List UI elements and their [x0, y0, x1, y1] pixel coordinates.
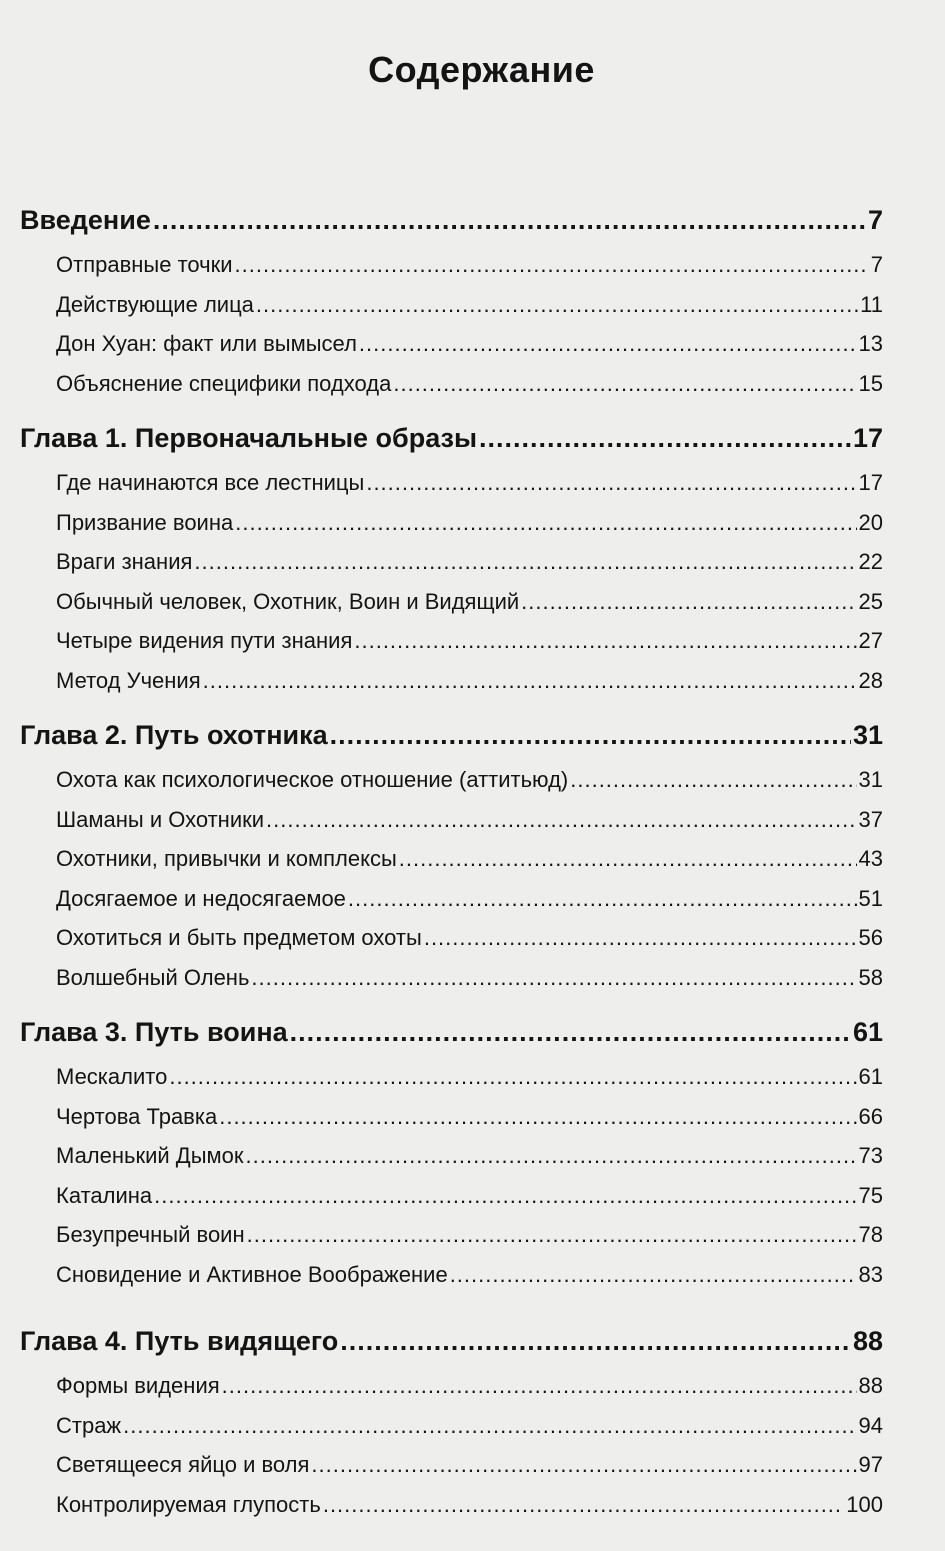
- dot-leader: [194, 542, 856, 582]
- toc-section: [20, 879, 883, 919]
- toc-entry-label: Контролируемая глупость: [56, 1491, 321, 1517]
- toc-entry-label: Четыре видения пути знания: [56, 628, 353, 653]
- toc-entry-label: Обычный человек, Охотник, Воин и Видящий: [56, 588, 520, 614]
- dot-leader: [323, 1485, 844, 1525]
- toc-entry-label: Волшебный Олень: [56, 964, 250, 990]
- toc-section: [20, 958, 883, 998]
- dot-leader: [153, 195, 866, 245]
- dot-leader: [348, 879, 857, 919]
- toc-entry-label: Отправные точки: [56, 252, 233, 277]
- toc-entry-label: Введение: [20, 205, 151, 235]
- toc-entry-label: Сновидение и Активное Воображение: [56, 1261, 448, 1287]
- toc-section: [20, 542, 883, 582]
- toc-page-number: 15: [858, 370, 883, 396]
- toc-page-number: 17: [852, 423, 883, 453]
- dot-leader: [251, 958, 856, 998]
- toc-page-number: 7: [867, 205, 883, 235]
- toc-chapter: [20, 710, 883, 760]
- toc-section: [20, 1445, 883, 1485]
- dot-leader: [366, 463, 856, 503]
- toc-page-number: 88: [852, 1326, 883, 1356]
- toc-section: [20, 364, 883, 404]
- dot-leader: [340, 1316, 851, 1366]
- toc-entry-label: Маленький Дымок: [56, 1143, 244, 1168]
- toc-section: [20, 1176, 883, 1216]
- toc-section: [20, 324, 883, 364]
- toc-page-number: 27: [858, 628, 883, 653]
- toc-section: [20, 245, 883, 285]
- dot-leader: [450, 1255, 857, 1295]
- toc-entry-label: Чертова Травка: [56, 1103, 218, 1129]
- toc-page-number: 73: [858, 1143, 883, 1168]
- toc-page-number: 28: [858, 667, 883, 693]
- toc-entry-label: Охота как психологическое отношение (аттитьюд): [56, 767, 569, 792]
- toc-chapter: [20, 1316, 883, 1366]
- toc-entry-label: Глава 1. Первоначальные образы: [20, 423, 478, 453]
- toc-section: [20, 1406, 883, 1446]
- dot-leader: [256, 285, 858, 325]
- dot-leader: [570, 760, 856, 800]
- toc-section: [20, 839, 883, 879]
- dot-leader: [290, 1007, 851, 1057]
- toc-entry-label: Враги знания: [56, 549, 193, 574]
- dot-leader: [521, 582, 856, 622]
- toc-page-number: 7: [870, 252, 883, 277]
- toc-section: [20, 1136, 883, 1176]
- toc-page-number: 31: [852, 720, 883, 750]
- dot-leader: [479, 413, 851, 463]
- toc-page-number: 94: [858, 1412, 883, 1438]
- toc-section: [20, 582, 883, 622]
- toc-page-number: 20: [858, 509, 883, 535]
- toc-section: [20, 463, 883, 503]
- toc-page-number: 25: [858, 588, 883, 614]
- toc-entry-label: Охотники, привычки и комплексы: [56, 846, 397, 871]
- toc-page-number: 51: [858, 885, 883, 911]
- table-of-contents: [20, 195, 883, 1524]
- toc-entry-label: Глава 2. Путь охотника: [20, 720, 328, 750]
- toc-section: [20, 1097, 883, 1137]
- toc-entry-label: Охотиться и быть предметом охоты: [56, 925, 422, 950]
- toc-chapter: [20, 413, 883, 463]
- toc-entry-label: Досягаемое и недосягаемое: [56, 885, 346, 911]
- dot-leader: [222, 1366, 857, 1406]
- dot-leader: [330, 710, 851, 760]
- toc-entry-label: Мескалито: [56, 1064, 168, 1089]
- toc-page-number: 66: [858, 1103, 883, 1129]
- toc-section: [20, 1485, 883, 1525]
- dot-leader: [219, 1097, 856, 1137]
- toc-entry-label: Дон Хуан: факт или вымысел: [56, 331, 357, 356]
- toc-chapter: [20, 1007, 883, 1057]
- toc-entry-label: Глава 4. Путь видящего: [20, 1326, 339, 1356]
- toc-page-number: 22: [858, 549, 883, 574]
- toc-page-number: 88: [858, 1373, 883, 1398]
- toc-entry-label: Каталина: [56, 1182, 153, 1208]
- toc-entry-label: Действующие лица: [56, 291, 254, 317]
- dot-leader: [359, 324, 857, 364]
- toc-section: [20, 760, 883, 800]
- toc-page-number: 97: [858, 1452, 883, 1477]
- dot-leader: [235, 503, 856, 543]
- toc-section: [20, 1215, 883, 1255]
- toc-page-number: 100: [846, 1491, 883, 1517]
- toc-page-number: 17: [858, 470, 883, 495]
- toc-section: [20, 285, 883, 325]
- dot-leader: [169, 1057, 856, 1097]
- toc-chapter: [20, 195, 883, 245]
- dot-leader: [393, 364, 856, 404]
- dot-leader: [311, 1445, 856, 1485]
- dot-leader: [399, 839, 857, 879]
- toc-page-number: 13: [858, 331, 883, 356]
- toc-section: [20, 800, 883, 840]
- dot-leader: [203, 661, 857, 701]
- toc-page-number: 61: [852, 1017, 883, 1047]
- toc-page-number: 11: [860, 291, 883, 317]
- toc-entry-label: Шаманы и Охотники: [56, 806, 265, 832]
- toc-section: [20, 1366, 883, 1406]
- toc-entry-label: Светящееся яйцо и воля: [56, 1452, 310, 1477]
- dot-leader: [235, 245, 869, 285]
- toc-entry-label: Страж: [56, 1412, 122, 1438]
- toc-entry-label: Где начинаются все лестницы: [56, 470, 365, 495]
- dot-leader: [247, 1215, 857, 1255]
- dot-leader: [424, 918, 857, 958]
- toc-page-number: 56: [858, 925, 883, 950]
- dot-leader: [154, 1176, 856, 1216]
- toc-page-number: 83: [858, 1261, 883, 1287]
- toc-entry-label: Метод Учения: [56, 667, 201, 693]
- toc-entry-label: Безупречный воин: [56, 1222, 245, 1247]
- toc-page-number: 75: [858, 1182, 883, 1208]
- toc-page-number: 43: [858, 846, 883, 871]
- toc-page-number: 37: [858, 806, 883, 832]
- toc-section: [20, 661, 883, 701]
- toc-entry-label: Объяснение специфики подхода: [56, 370, 392, 396]
- dot-leader: [246, 1136, 857, 1176]
- dot-leader: [123, 1406, 856, 1446]
- toc-section: [20, 503, 883, 543]
- toc-section: [20, 1057, 883, 1097]
- toc-page-number: 58: [858, 964, 883, 990]
- toc-page-number: 31: [858, 767, 883, 792]
- toc-section: [20, 621, 883, 661]
- page-title: Содержание: [368, 49, 595, 90]
- toc-entry-label: Глава 3. Путь воина: [20, 1017, 288, 1047]
- toc-section: [20, 918, 883, 958]
- toc-section: [20, 1255, 883, 1295]
- toc-entry-label: Призвание воина: [56, 509, 234, 535]
- toc-page-number: 61: [858, 1064, 883, 1089]
- dot-leader: [354, 621, 856, 661]
- toc-page-number: 78: [858, 1222, 883, 1247]
- toc-entry-label: Формы видения: [56, 1373, 220, 1398]
- dot-leader: [266, 800, 856, 840]
